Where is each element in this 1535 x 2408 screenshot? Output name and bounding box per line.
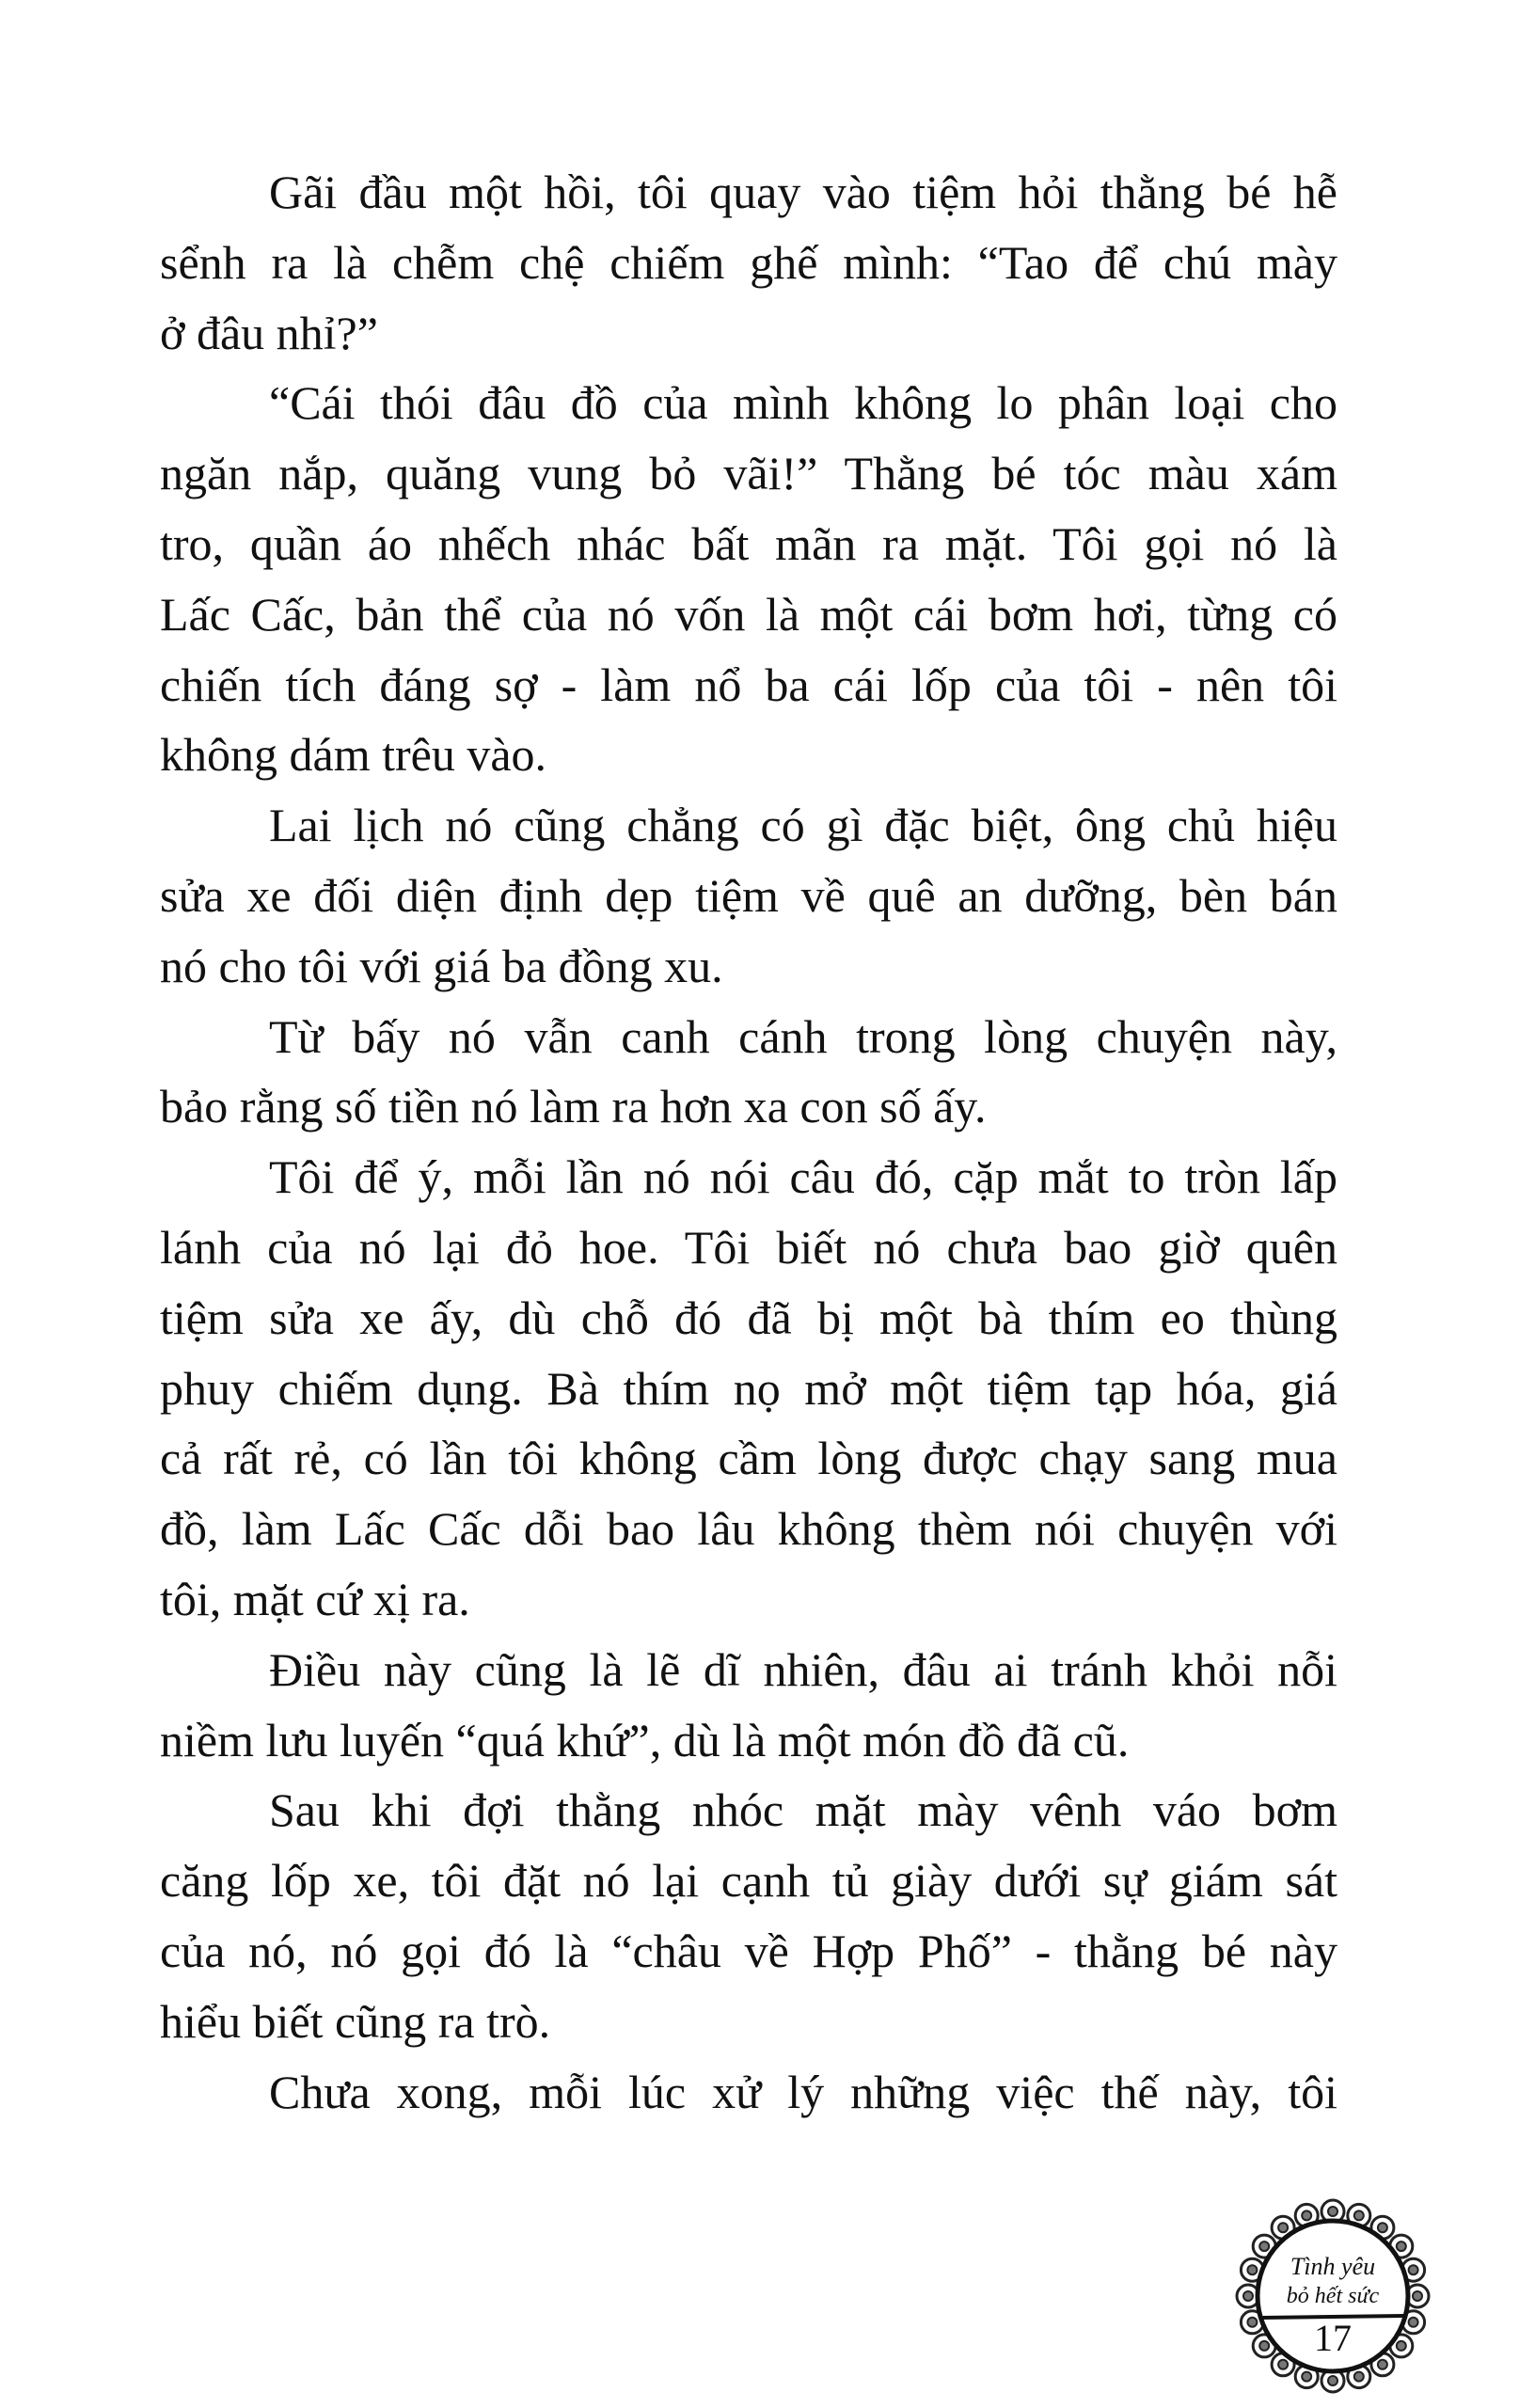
text-line: Lấc Cấc, bản thể của nó vốn là một cái bơm hơi, từng có: [160, 587, 1337, 641]
book-title-line2: bỏ hết sức: [1286, 2284, 1380, 2308]
text-line: Chưa xong, mỗi lúc xử lý những việc thế này, tôi: [269, 2065, 1337, 2118]
text-line: phuy chiếm dụng. Bà thím nọ mở một tiệm tạp hóa, giá: [160, 1361, 1337, 1415]
text-line: “Cái thói đâu đồ của mình không lo phân loại cho: [269, 376, 1337, 430]
text-line: tro, quần áo nhếch nhác bất mãn ra mặt. Tôi gọi nó là: [160, 516, 1337, 570]
text-line: chiến tích đáng sợ - làm nổ ba cái lốp của tôi - nên tôi: [160, 657, 1337, 711]
text-line: của nó, nó gọi đó là “châu về Hợp Phố” - thằng bé này: [160, 1924, 1337, 1977]
text-line: sửa xe đối diện định dẹp tiệm về quê an dưỡng, bèn bán: [160, 868, 1337, 922]
text-line: ngăn nắp, quăng vung bỏ vãi!” Thằng bé tóc màu xám: [160, 447, 1337, 500]
text-line: Điều này cũng là lẽ dĩ nhiên, đâu ai tránh khỏi nỗi: [269, 1642, 1337, 1696]
text-line: Tôi để ý, mỗi lần nó nói câu đó, cặp mắt to tròn lấp: [269, 1150, 1337, 1204]
text-line: nó cho tôi với giá ba đồng xu.: [160, 939, 723, 992]
page-number: 17: [1314, 2317, 1352, 2359]
text-line: ở đâu nhỉ?”: [160, 306, 378, 359]
text-line: không dám trêu vào.: [160, 728, 547, 782]
text-line: hiểu biết cũng ra trò.: [160, 1994, 551, 2048]
text-line: tiệm sửa xe ấy, dù chỗ đó đã bị một bà thím eo thùng: [160, 1291, 1337, 1344]
text-line: Sau khi đợi thằng nhóc mặt mày vênh váo bơm: [269, 1783, 1337, 1837]
text-line: Từ bấy nó vẫn canh cánh trong lòng chuyện này,: [269, 1009, 1337, 1063]
text-line: niềm lưu luyến “quá khứ”, dù là một món đồ đã cũ.: [160, 1713, 1130, 1766]
text-line: Gãi đầu một hồi, tôi quay vào tiệm hỏi thằng bé hễ: [269, 166, 1337, 218]
text-line: tôi, mặt cứ xị ra.: [160, 1572, 470, 1625]
text-line: sểnh ra là chễm chệ chiếm ghế mình: “Tao để chú mày: [160, 235, 1337, 289]
text-line: cả rất rẻ, có lần tôi không cầm lòng được chạy sang mua: [160, 1432, 1337, 1485]
text-line: lánh của nó lại đỏ hoe. Tôi biết nó chưa bao giờ quên: [160, 1220, 1337, 1274]
text-line: bảo rằng số tiền nó làm ra hơn xa con số ấy.: [160, 1080, 987, 1133]
page-number-badge: [1234, 2197, 1432, 2395]
text-line: căng lốp xe, tôi đặt nó lại cạnh tủ giày dưới sự giám sát: [160, 1854, 1337, 1908]
text-line: đồ, làm Lấc Cấc dỗi bao lâu không thèm nói chuyện với: [160, 1502, 1337, 1556]
book-title-line1: Tình yêu: [1290, 2253, 1376, 2280]
text-line: Lai lịch nó cũng chẳng có gì đặc biệt, ông chủ hiệu: [269, 799, 1337, 852]
page-body-text: [160, 157, 1337, 2127]
